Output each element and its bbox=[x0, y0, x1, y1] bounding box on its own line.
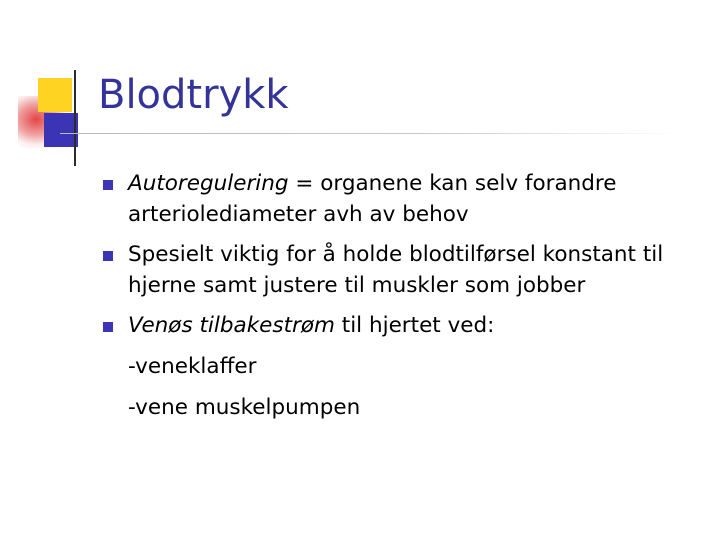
list-item bbox=[96, 310, 696, 341]
blue-square-shape bbox=[44, 113, 78, 147]
bullet-square-icon bbox=[103, 251, 113, 261]
vertical-line-shape bbox=[74, 70, 76, 166]
list-item-rest: = organene kan selv forandre arteriolediameter avh av behov bbox=[128, 171, 617, 227]
sub-line-item: -vene muskelpumpen bbox=[128, 395, 361, 420]
slide-title: Blodtrykk bbox=[98, 72, 289, 118]
list-item-text bbox=[128, 171, 617, 227]
list-item-rest: til hjertet ved: bbox=[334, 313, 495, 338]
list-item bbox=[96, 168, 696, 230]
list-item bbox=[96, 239, 696, 301]
list-item-rest: Spesielt viktig for å holde blodtilførsel konstant til hjerne samt justere til muskler som jobber bbox=[128, 242, 664, 298]
slide-body bbox=[96, 168, 696, 423]
yellow-square-shape bbox=[38, 78, 72, 112]
list-item-text bbox=[128, 242, 663, 298]
list-item-emphasis: Autoregulering bbox=[128, 171, 289, 196]
list-item-emphasis: Venøs tilbakestrøm bbox=[128, 313, 335, 338]
sub-line-item: -veneklaffer bbox=[128, 354, 257, 379]
decorative-logo-cluster bbox=[18, 70, 104, 166]
title-divider bbox=[60, 133, 680, 134]
list-item-text bbox=[128, 313, 494, 338]
bullet-square-icon bbox=[103, 322, 113, 332]
bullet-square-icon bbox=[103, 180, 113, 190]
